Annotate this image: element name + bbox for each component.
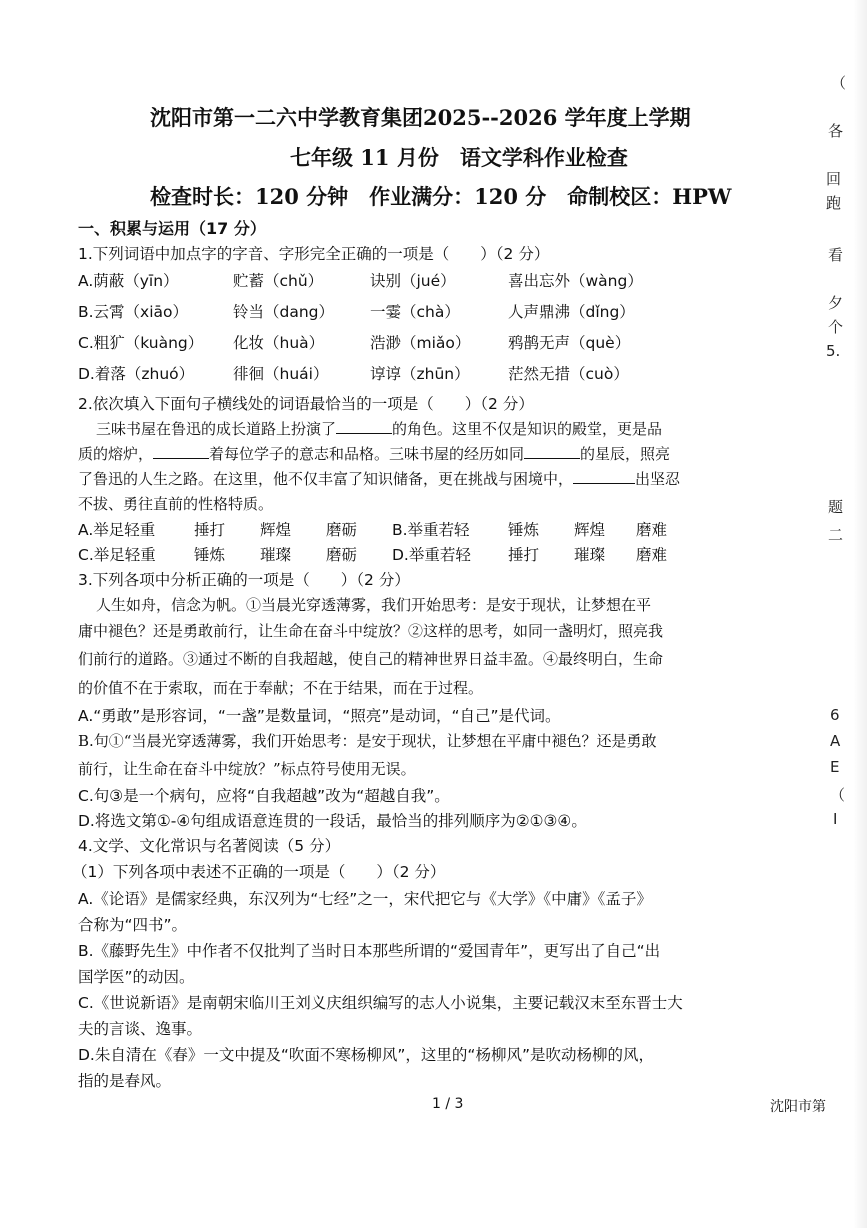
edge-fragment: 各 [828, 122, 844, 140]
q2-opt-cell: B.举重若轻 [392, 521, 470, 539]
exam-title: 沈阳市第一二六中学教育集团2025--2026 学年度上学期 [150, 105, 691, 130]
q4-option-a-cont: 合称为“四书”。 [78, 916, 188, 934]
q1-opt-cell: 茫然无措（cuò） [508, 365, 629, 383]
q2-opt-cell: 捶打 [194, 521, 226, 539]
edge-fragment: 看 [828, 246, 844, 264]
q1-opt-cell: 一霎（chà） [370, 303, 460, 321]
q2-opt-cell: 磨难 [636, 546, 668, 564]
exam-info: 检查时长：120 分钟 作业满分：120 分 命制校区：HPW [150, 184, 732, 209]
q1-opt-cell: A.荫蔽（yīn） [78, 272, 179, 290]
edge-fragment: （ [831, 74, 847, 92]
edge-fragment: 二 [828, 526, 844, 544]
edge-fragment: E [830, 758, 840, 776]
q2-opt-cell: 璀璨 [260, 546, 292, 564]
q3-passage-line: 的价值不在于索取，而在于奉献；不在于结果，而在于过程。 [78, 679, 484, 697]
q2-opt-cell: 辉煌 [574, 521, 606, 539]
q2-opt-cell: C.举足轻重 [78, 546, 156, 564]
q1-opt-cell: 徘徊（huái） [233, 365, 329, 383]
q1-stem: 1.下列词语中加点字的字音、字形完全正确的一项是（ ）（2 分） [78, 245, 550, 263]
edge-fragment: I [833, 810, 838, 828]
exam-subtitle: 七年级 11 月份 语文学科作业检查 [290, 145, 628, 170]
q1-opt-cell: 贮蓄（chǔ） [233, 272, 324, 290]
q2-opt-cell: 璀璨 [574, 546, 606, 564]
q4-option-c: C.《世说新语》是南朝宋临川王刘义庆组织编写的志人小说集，主要记载汉末至东晋士大 [78, 994, 683, 1012]
q1-opt-cell: 诀别（jué） [370, 272, 456, 290]
page-number: 1 / 3 [432, 1096, 464, 1112]
edge-fragment: 个 [828, 318, 844, 336]
q3-option-d: D.将选文第①-④句组成语意连贯的一段话，最恰当的排列顺序为②①③④。 [78, 812, 587, 830]
q2-opt-cell: 锤炼 [508, 521, 540, 539]
q4-option-b-cont: 国学医”的动因。 [78, 968, 195, 986]
answer-blank[interactable] [153, 444, 209, 459]
q3-option-c: C.句③是一个病句，应将“自我超越”改为“超越自我”。 [78, 787, 450, 805]
q1-opt-cell: 谆谆（zhūn） [370, 365, 470, 383]
edge-fragment: A [830, 732, 841, 750]
page-edge-shadow [853, 0, 867, 1228]
answer-blank[interactable] [524, 444, 580, 459]
q1-opt-cell: 浩渺（miǎo） [370, 334, 471, 352]
section-heading: 一、积累与运用（17 分） [78, 219, 266, 238]
q2-opt-cell: 锤炼 [194, 546, 226, 564]
q3-stem: 3.下列各项中分析正确的一项是（ ）（2 分） [78, 571, 410, 589]
answer-blank[interactable] [336, 419, 392, 434]
q2-opt-cell: 磨砺 [326, 546, 358, 564]
q2-passage-line: 了鲁迅的人生之路。在这里，他不仅丰富了知识储备，更在挑战与困境中， 出坚忍 [78, 470, 681, 488]
edge-fragment: 题 [828, 498, 844, 516]
q1-opt-cell: 化妆（huà） [233, 334, 325, 352]
q4-option-c-cont: 夫的言谈、逸事。 [78, 1020, 203, 1038]
q1-opt-cell: 铃当（dang） [233, 303, 335, 321]
q2-passage-line: 三味书屋在鲁迅的成长道路上扮演了 的角色。这里不仅是知识的殿堂，更是品 [96, 420, 663, 438]
q1-opt-cell: D.着落（zhuó） [78, 365, 195, 383]
edge-fragment: 回 [826, 170, 842, 188]
edge-fragment: 夕 [828, 294, 844, 312]
q3-passage-line: 人生如舟，信念为帆。①当晨光穿透薄雾，我们开始思考：是安于现状，让梦想在平 [96, 596, 652, 614]
edge-fragment: 跑 [826, 194, 842, 212]
q4-option-b: B.《藤野先生》中作者不仅批判了当时日本那些所谓的“爱国青年”，更写出了自己“出 [78, 942, 661, 960]
answer-blank[interactable] [573, 469, 635, 484]
q2-opt-cell: 捶打 [508, 546, 540, 564]
q2-passage-line: 质的熔炉， 着每位学子的意志和品格。三味书屋的经历如同 的星辰，照亮 [78, 445, 671, 463]
q2-opt-cell: A.举足轻重 [78, 521, 156, 539]
q3-passage-line: 庸中褪色？还是勇敢前行，让生命在奋斗中绽放？②这样的思考，如同一盏明灯，照亮我 [78, 622, 664, 640]
edge-fragment: 6 [830, 706, 840, 724]
q1-opt-cell: 喜出忘外（wàng） [508, 272, 643, 290]
q4-option-d-cont: 指的是春风。 [78, 1072, 172, 1090]
q2-passage-line: 不拔、勇往直前的性格特质。 [78, 495, 274, 513]
q4-option-d: D.朱自清在《春》一文中提及“吹面不寒杨柳风”，这里的“杨柳风”是吹动杨柳的风， [78, 1046, 654, 1064]
q2-opt-cell: D.举重若轻 [392, 546, 471, 564]
q1-opt-cell: 鸦鹊无声（què） [508, 334, 631, 352]
footer-school: 沈阳市第 [770, 1099, 826, 1115]
edge-fragment: 5. [826, 342, 841, 360]
q1-opt-cell: 人声鼎沸（dǐng） [508, 303, 635, 321]
q3-option-a: A.“勇敢”是形容词，“一盏”是数量词，“照亮”是动词，“自己”是代词。 [78, 707, 561, 725]
q3-option-b-cont: 前行，让生命在奋斗中绽放？”标点符号使用无误。 [78, 760, 416, 778]
q2-opt-cell: 磨难 [636, 521, 668, 539]
q3-option-b: B.句①“当晨光穿透薄雾，我们开始思考：是安于现状，让梦想在平庸中褪色？还是勇敢 [78, 732, 657, 750]
q1-opt-cell: C.粗犷（kuàng） [78, 334, 204, 352]
edge-fragment: （ [830, 786, 846, 804]
q2-opt-cell: 辉煌 [260, 521, 292, 539]
q4-stem: 4.文学、文化常识与名著阅读（5 分） [78, 837, 341, 855]
q2-opt-cell: 磨砺 [326, 521, 358, 539]
q3-passage-line: 们前行的道路。③通过不断的自我超越，使自己的精神世界日益丰盈。④最终明白，生命 [78, 650, 664, 668]
q4-sub1: （1）下列各项中表述不正确的一项是（ ）（2 分） [72, 863, 446, 881]
q1-opt-cell: B.云霄（xiāo） [78, 303, 189, 321]
q2-stem: 2.依次填入下面句子横线处的词语最恰当的一项是（ ）（2 分） [78, 395, 534, 413]
q4-option-a: A.《论语》是儒家经典，东汉列为“七经”之一，宋代把它与《大学》《中庸》《孟子》 [78, 890, 652, 908]
